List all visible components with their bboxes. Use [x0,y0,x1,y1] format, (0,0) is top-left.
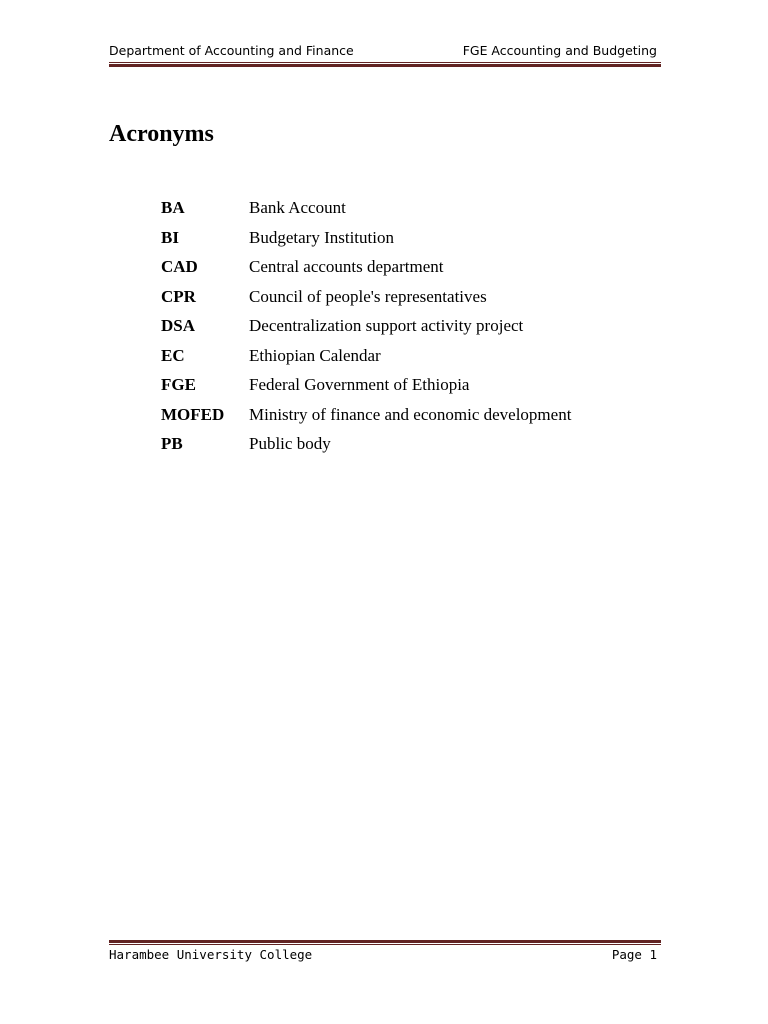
header-rule-thin [109,62,661,63]
header-rule-thick [109,64,661,67]
acronym-definition: Bank Account [249,198,346,217]
acronym-row [161,285,681,315]
acronym-abbreviation: EC [161,345,185,365]
acronym-abbreviation: DSA [161,316,196,335]
acronym-abbreviation: BI [161,227,179,247]
footer-rule-thin [109,944,661,945]
acronym-row [161,314,681,344]
header-department: Department of Accounting and Finance [109,43,354,58]
acronym-row [161,403,681,433]
acronym-abbreviation: CAD [161,257,198,276]
acronym-abbreviation: PB [161,434,183,453]
acronym-definition: Council of people's representatives [249,286,487,306]
acronym-row [161,255,681,285]
acronym-abbreviation: FGE [161,375,196,394]
acronym-abbreviation: MOFED [161,404,225,424]
acronym-definition: Ethiopian Calendar [249,345,381,365]
acronym-definition: Public body [249,434,331,453]
acronym-definition: Federal Government of Ethiopia [249,375,470,394]
acronym-definition: Central accounts department [249,257,444,276]
footer-institution: Harambee University College [109,947,313,962]
acronym-abbreviation: BA [161,198,185,217]
header-course: FGE Accounting and Budgeting [462,43,657,58]
acronym-definition: Budgetary Institution [249,227,394,247]
acronym-definition: Decentralization support activity project [249,316,524,335]
page-title: Acronyms [109,121,214,147]
acronym-row [161,373,681,403]
acronym-row [161,226,681,256]
footer-rule-thick [109,940,661,943]
page-footer [109,947,660,965]
acronym-row [161,344,681,374]
acronym-abbreviation: CPR [161,286,196,306]
acronym-definition: Ministry of finance and economic development [249,404,572,424]
acronym-row [161,432,681,462]
acronym-row [161,196,681,226]
page-number: Page 1 [611,947,657,962]
page-header [109,43,660,61]
acronym-list [161,196,681,462]
